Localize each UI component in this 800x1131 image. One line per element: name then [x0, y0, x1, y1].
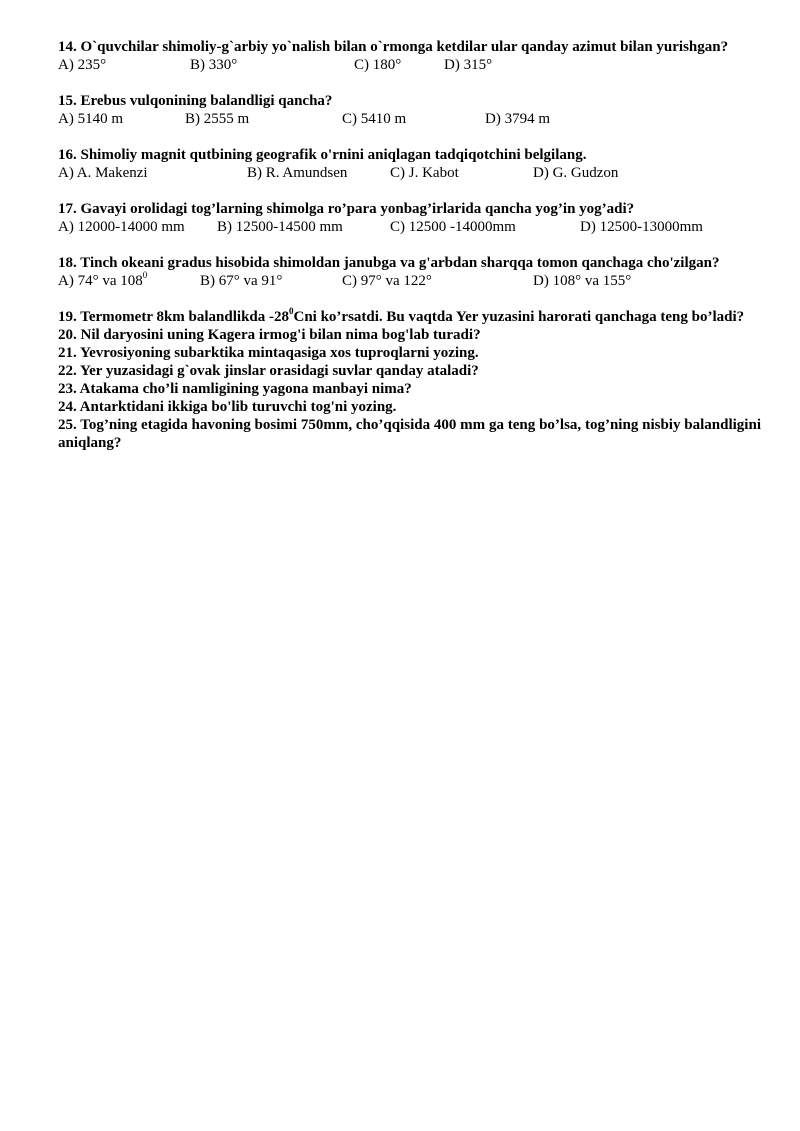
question-16 [58, 146, 761, 182]
option-d: D) G. Gudzon [533, 165, 619, 181]
option-d: D) 108° va 155° [533, 273, 632, 289]
question-24: 24. Antarktidani ikkiga bo'lib turuvchi tog'ni yozing. [58, 399, 397, 415]
answer-options [58, 110, 761, 128]
answer-options [58, 164, 761, 182]
option-b: B) 330° [190, 57, 238, 73]
option-b: B) 12500-14500 mm [217, 219, 343, 235]
option-b: B) 67° va 91° [200, 273, 283, 289]
question-text: 14. O`quvchilar shimoliy-g`arbiy yo`nalish bilan o`rmonga ketdilar ular qanday azimut bilan yurishgan? [58, 39, 729, 55]
question-text: 16. Shimoliy magnit qutbining geografik o'rnini aniqlagan tadqiqotchini belgilang. [58, 147, 587, 163]
answer-options [58, 272, 761, 290]
question-19 [58, 308, 761, 326]
question-23: 23. Atakama cho’li namligining yagona manbayi nima? [58, 381, 412, 397]
option-a-text: A) 74° va 108 [58, 273, 143, 289]
question-22: 22. Yer yuzasidagi g`ovak jinslar orasidagi suvlar qanday ataladi? [58, 363, 479, 379]
option-a: A) 5140 m [58, 111, 123, 127]
degree-superscript: 0 [289, 306, 294, 316]
option-d: D) 3794 m [485, 111, 550, 127]
option-a: A) A. Makenzi [58, 165, 148, 181]
worksheet [58, 38, 761, 452]
question-18 [58, 254, 761, 290]
question-19-text-end: Cni ko’rsatdi. Bu vaqtda Yer yuzasini harorati qanchaga teng bo’ladi? [293, 309, 745, 325]
question-15 [58, 92, 761, 128]
answer-options [58, 56, 761, 74]
answer-options [58, 218, 761, 236]
option-c: C) 5410 m [342, 111, 407, 127]
option-c: C) 12500 -14000mm [390, 219, 516, 235]
option-a: A) 235° [58, 57, 107, 73]
option-c: C) J. Kabot [390, 165, 459, 181]
option-a [58, 272, 147, 290]
question-20: 20. Nil daryosini uning Kagera irmog'i bilan nima bog'lab turadi? [58, 327, 481, 343]
option-c: C) 97° va 122° [342, 273, 432, 289]
option-d: D) 315° [444, 57, 493, 73]
option-a-superscript: 0 [142, 270, 148, 280]
option-c: C) 180° [354, 57, 402, 73]
question-25: 25. Tog’ning etagida havoning bosimi 750mm, cho’qqisida 400 mm ga teng bo’lsa, tog’ning nisbiy balandligini aniqlang? [58, 417, 761, 451]
question-17 [58, 200, 761, 236]
question-text: 15. Erebus vulqonining balandligi qancha? [58, 93, 333, 109]
question-19-text-start: 19. Termometr 8km balandlikda -28 [58, 309, 289, 325]
question-21: 21. Yevrosiyoning subarktika mintaqasiga xos tuproqlarni yozing. [58, 345, 479, 361]
question-text: 18. Tinch okeani gradus hisobida shimoldan janubga va g'arbdan sharqqa tomon qanchaga cho'zilgan? [58, 255, 720, 271]
question-text: 17. Gavayi orolidagi tog’larning shimolga ro’para yonbag’irlarida qancha yog’in yog’adi? [58, 201, 635, 217]
option-a: A) 12000-14000 mm [58, 219, 185, 235]
option-d: D) 12500-13000mm [580, 219, 703, 235]
option-b: B) R. Amundsen [247, 165, 348, 181]
question-14 [58, 38, 761, 74]
option-b: B) 2555 m [185, 111, 250, 127]
